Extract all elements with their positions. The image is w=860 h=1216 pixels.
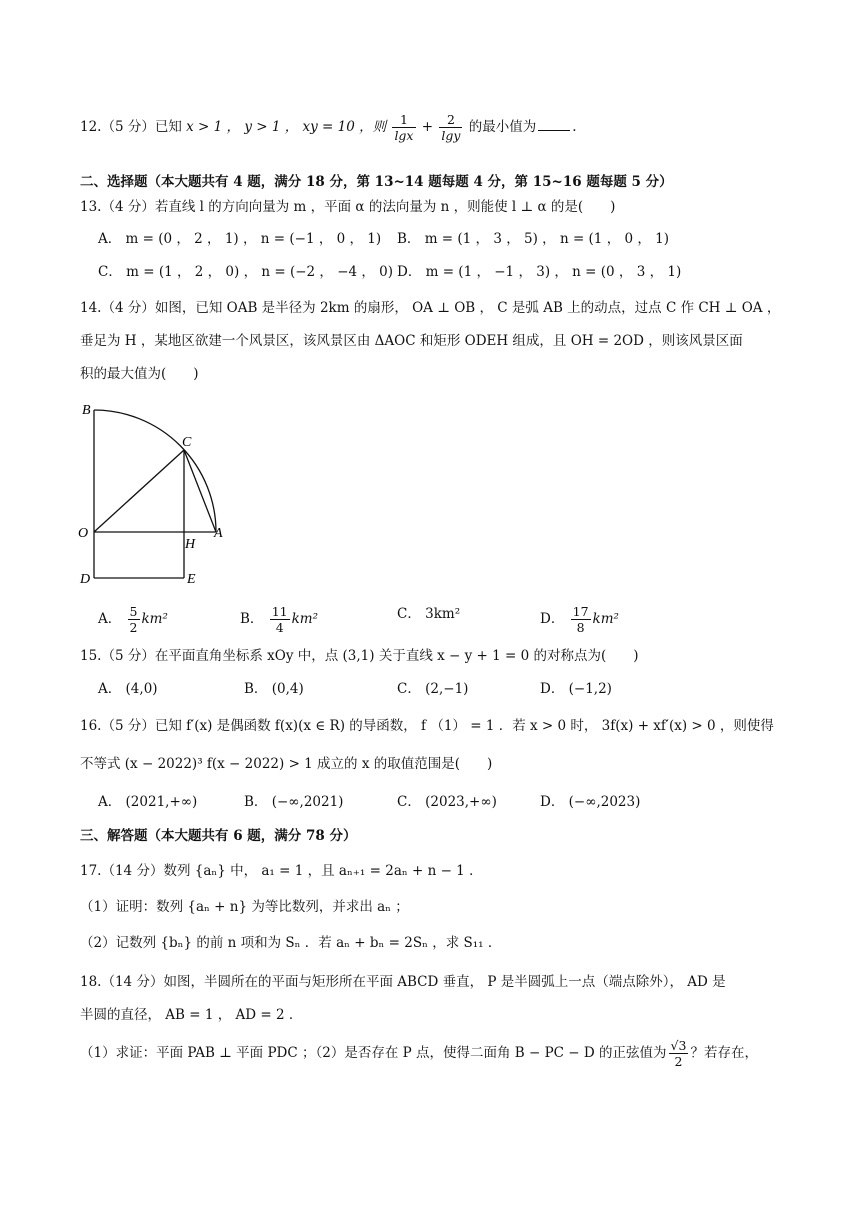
q16-option-d[interactable]: D． (−∞,2023) <box>540 794 641 810</box>
label-b: B <box>82 403 91 418</box>
question-17-part-1: （1）证明：数列 {aₙ + n} 为等比数列，并求出 aₙ ； <box>80 899 409 915</box>
q12-suffix: 的最小值为 <box>464 119 537 135</box>
section-3-heading: 三、解答题（本大题共有 6 题，满分 78 分） <box>80 828 357 844</box>
q12-condition: x > 1 ， y > 1 ， xy = 10 ，则 <box>186 119 391 135</box>
q13-option-a[interactable]: A． m = (0 ， 2 ， 1) ， n = (−1 ， 0 ， 1) <box>98 231 382 247</box>
question-14-line-3: 积的最大值为( ) <box>80 366 199 382</box>
question-17-part-2: （2）记数列 {bₙ} 的前 n 项和为 Sₙ ．若 aₙ + bₙ = 2Sₙ ，求 S₁₁ ． <box>80 935 502 951</box>
q15-option-a[interactable]: A． (4,0) <box>98 681 158 697</box>
q12-prefix: 12.（5 分）已知 <box>80 119 187 135</box>
question-15-stem: 15.（5 分）在平面直角坐标系 xOy 中，点 (3,1) 关于直线 x − y + 1 = 0 的对称点为( ) <box>80 648 639 664</box>
label-c: C <box>182 435 192 450</box>
q16-option-c[interactable]: C． (2023,+∞) <box>397 794 497 810</box>
segment-oc <box>94 450 184 532</box>
question-17-stem: 17.（14 分）数列 {aₙ} 中， a₁ = 1 ，且 aₙ₊₁ = 2aₙ + n − 1 ． <box>80 863 483 879</box>
label-o: O <box>78 526 89 541</box>
q12-fraction-1: $\frac{1}{\lg x}$ <box>394 112 414 143</box>
arc-ab <box>94 410 216 532</box>
q14-option-b[interactable]: B． $\frac{11}{4}$ km² <box>240 604 319 635</box>
q13-option-c[interactable]: C． m = (1 ， 2 ， 0) ， n = (−2 ， −4 ， 0) <box>98 264 394 280</box>
question-18-line-2: 半圆的直径， AB = 1 ， AD = 2 ． <box>80 1007 303 1023</box>
q14-option-a[interactable]: A． $\frac{5}{2}$ km² <box>98 604 168 635</box>
q14-option-d[interactable]: D． $\frac{17}{8}$ km² <box>540 604 619 635</box>
q15-option-d[interactable]: D． (−1,2) <box>540 681 612 697</box>
label-e: E <box>187 572 196 587</box>
question-14-line-2: 垂足为 H ，某地区欲建一个风景区，该风景区由 ΔAOC 和矩形 ODEH 组成，且 OH = 2OD ，则该风景区面 <box>80 333 743 349</box>
label-d: D <box>80 572 91 587</box>
q14-option-c[interactable]: C． 3km² <box>397 606 461 622</box>
segment-ca <box>184 450 216 532</box>
question-16-line-2: 不等式 (x − 2022)³ f(x − 2022) > 1 成立的 x 的取值范围是( ) <box>80 756 493 772</box>
section-2-heading: 二、选择题（本大题共有 4 题，满分 18 分，第 13~14 题每题 4 分，第 15~16 题每题 5 分） <box>80 174 673 190</box>
q15-option-b[interactable]: B． (0,4) <box>244 681 304 697</box>
q15-option-c[interactable]: C． (2,−1) <box>397 681 469 697</box>
sector-figure <box>74 396 234 588</box>
question-18-line-3: （1）求证：平面 PAB ⊥ 平面 PDC ；（2）是否存在 P 点，使得二面角 B − PC − D 的正弦值为 $\frac{√3}{2}$ ？若存在， <box>80 1038 758 1069</box>
question-16-line-1: 16.（5 分）已知 f′(x) 是偶函数 f(x)(x ∈ R) 的导函数， f （1） = 1 ．若 x > 0 时， 3f(x) + xf′(x) > 0 ，则使得 <box>80 718 774 734</box>
question-18-line-1: 18.（14 分）如图，半圆所在的平面与矩形所在平面 ABCD 垂直， P 是半圆弧上一点（端点除外）， AD 是 <box>80 974 726 990</box>
label-a: A <box>214 526 223 541</box>
answer-blank[interactable] <box>538 116 570 131</box>
question-12: 12.（5 分）已知 x > 1 ， y > 1 ， xy = 10 ，则 $\frac{1}{\lg x}$ + $\frac{2}{\lg y}$ 的最小值为 . <box>80 112 577 143</box>
label-h: H <box>185 537 196 552</box>
q12-fraction-2: $\frac{2}{\lg y}$ <box>441 112 461 143</box>
question-13-stem: 13.（4 分）若直线 l 的方向向量为 m ，平面 α 的法向量为 n ，则能使 l ⊥ α 的是( ) <box>80 199 616 215</box>
q13-option-d[interactable]: D． m = (1 ， −1 ， 3) ， n = (0 ， 3 ， 1) <box>397 264 682 280</box>
q16-option-a[interactable]: A． (2021,+∞) <box>98 794 198 810</box>
question-14-line-1: 14.（4 分）如图，已知 OAB 是半径为 2km 的扇形， OA ⊥ OB ， C 是弧 AB 上的动点，过点 C 作 CH ⊥ OA ， <box>80 300 781 316</box>
q16-option-b[interactable]: B． (−∞,2021) <box>244 794 344 810</box>
q13-option-b[interactable]: B． m = (1 ， 3 ， 5) ， n = (1 ， 0 ， 1) <box>397 231 670 247</box>
